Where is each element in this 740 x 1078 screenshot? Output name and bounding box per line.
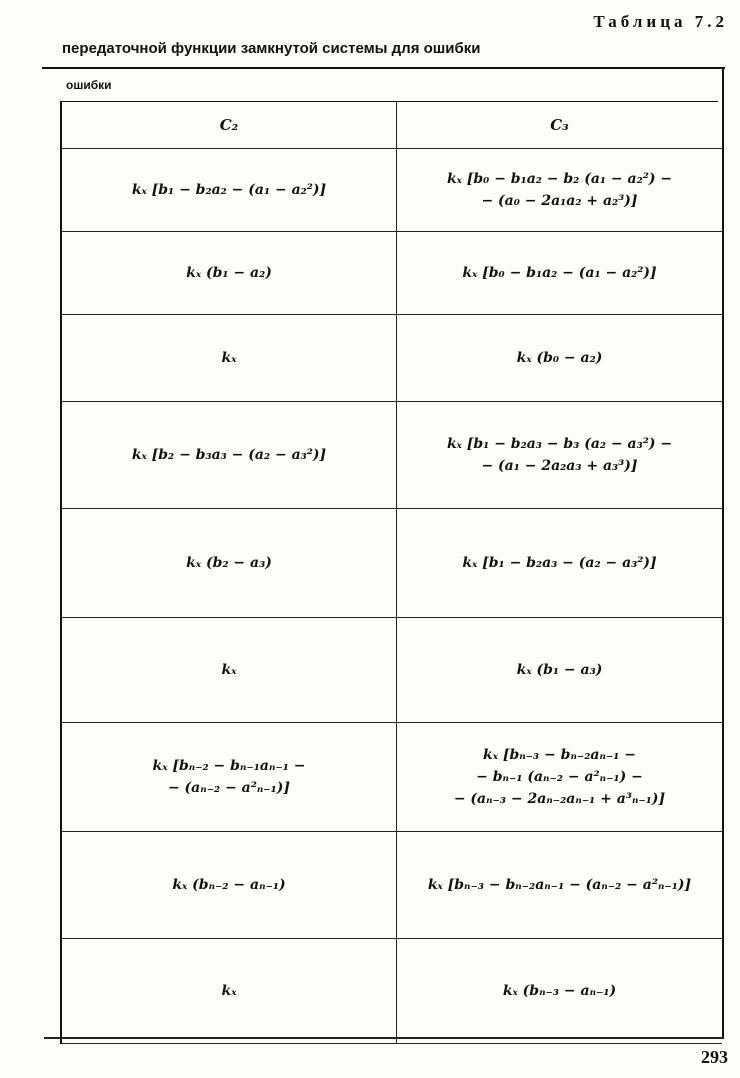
formula-line: kₓ [b₀ − b₁a₂ − b₂ (a₁ − a₂²) − bbox=[446, 171, 673, 187]
formula-line: kₓ bbox=[221, 983, 237, 999]
cell-c2 bbox=[61, 232, 397, 315]
formula-line: − (aₙ₋₃ − 2aₙ₋₂aₙ₋₁ + a³ₙ₋₁)] bbox=[453, 791, 666, 807]
table-row bbox=[61, 149, 722, 232]
cell-c2 bbox=[61, 939, 397, 1044]
cell-c3 bbox=[397, 939, 723, 1044]
table-row bbox=[61, 939, 722, 1044]
cell-c3 bbox=[397, 509, 723, 618]
cell-c3 bbox=[397, 149, 723, 232]
page-number: 293 bbox=[701, 1047, 728, 1067]
table-row bbox=[61, 232, 722, 315]
formula-line: − (a₁ − 2a₂a₃ + a₃³)] bbox=[481, 458, 638, 474]
formula-line: kₓ [bₙ₋₃ − bₙ₋₂aₙ₋₁ − (aₙ₋₂ − a²ₙ₋₁)] bbox=[427, 877, 692, 893]
transfer-function-table bbox=[60, 102, 722, 1044]
table-title: передаточной функции замкнутой системы для ошибки bbox=[62, 40, 481, 57]
formula-line: kₓ (bₙ₋₂ − aₙ₋₁) bbox=[172, 877, 286, 893]
formula-line: kₓ [b₁ − b₂a₂ − (a₁ − a₂²)] bbox=[131, 182, 327, 198]
table-row bbox=[61, 509, 722, 618]
formula-line: kₓ [b₂ − b₃a₃ − (a₂ − a₃²)] bbox=[131, 447, 327, 463]
formula-line: kₓ (bₙ₋₃ − aₙ₋₁) bbox=[502, 983, 617, 999]
column-header-row bbox=[61, 102, 722, 149]
formula-line: kₓ bbox=[221, 350, 237, 366]
cell-c3 bbox=[397, 832, 723, 939]
formula-line: kₓ [bₙ₋₂ − bₙ₋₁aₙ₋₁ − bbox=[152, 758, 306, 774]
table-row bbox=[61, 402, 722, 509]
formula-line: kₓ (b₀ − a₂) bbox=[516, 350, 603, 366]
table-row bbox=[61, 315, 722, 402]
top-rule bbox=[42, 67, 725, 69]
formula-line: kₓ [bₙ₋₃ − bₙ₋₂aₙ₋₁ − bbox=[483, 747, 636, 763]
right-rule bbox=[722, 67, 724, 1037]
table-label: Таблица 7.2 bbox=[593, 12, 728, 31]
formula-line: kₓ (b₁ − a₂) bbox=[186, 265, 272, 281]
table-row bbox=[61, 832, 722, 939]
column-header-c2: C₂ bbox=[61, 102, 397, 149]
formula-line: − (aₙ₋₂ − a²ₙ₋₁)] bbox=[167, 780, 291, 796]
formula-line: kₓ [b₁ − b₂a₃ − b₃ (a₂ − a₃²) − bbox=[446, 436, 673, 452]
cell-c3 bbox=[397, 232, 723, 315]
cell-c2 bbox=[61, 723, 397, 832]
table-row bbox=[61, 723, 722, 832]
header-word: ошибки bbox=[66, 78, 112, 92]
table-row bbox=[61, 618, 722, 723]
formula-line: kₓ bbox=[221, 662, 237, 678]
cell-c2 bbox=[61, 149, 397, 232]
formula-line: − bₙ₋₁ (aₙ₋₂ − a²ₙ₋₁) − bbox=[476, 769, 643, 785]
cell-c2 bbox=[61, 618, 397, 723]
formula-line: − (a₀ − 2a₁a₂ + a₂³)] bbox=[481, 193, 638, 209]
cell-c3 bbox=[397, 315, 723, 402]
cell-c3 bbox=[397, 618, 723, 723]
formula-line: kₓ (b₁ − a₃) bbox=[516, 662, 603, 678]
cell-c2 bbox=[61, 402, 397, 509]
cell-c2 bbox=[61, 832, 397, 939]
cell-c3 bbox=[397, 723, 723, 832]
column-header-c3: C₃ bbox=[397, 102, 723, 149]
formula-line: kₓ [b₀ − b₁a₂ − (a₁ − a₂²)] bbox=[462, 265, 657, 281]
cell-c2 bbox=[61, 509, 397, 618]
formula-line: kₓ [b₁ − b₂a₃ − (a₂ − a₃²)] bbox=[462, 555, 657, 571]
formula-line: kₓ (b₂ − a₃) bbox=[186, 555, 272, 571]
cell-c2 bbox=[61, 315, 397, 402]
bottom-rule bbox=[44, 1037, 724, 1039]
cell-c3 bbox=[397, 402, 723, 509]
